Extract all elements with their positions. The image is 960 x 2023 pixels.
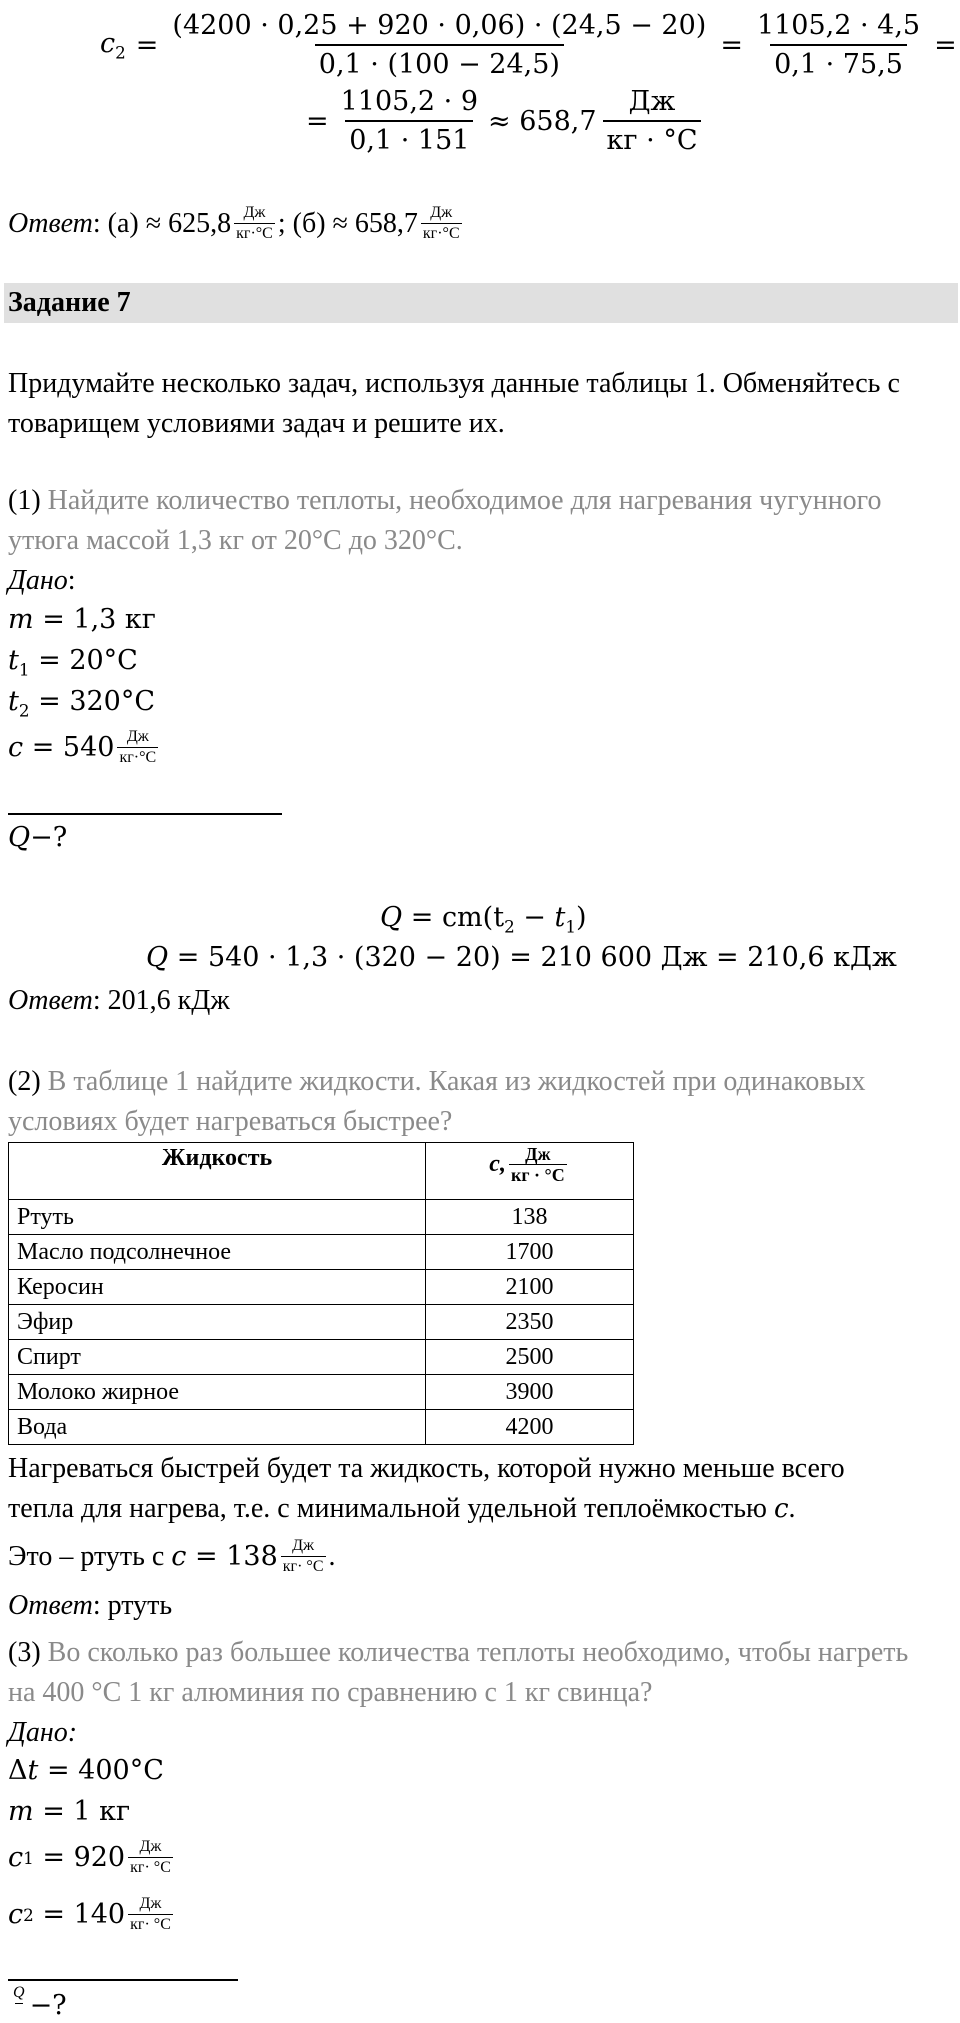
task3-question-line-1: (3) Во сколько раз большее количества теплоты необходимо, чтобы нагреть (8, 1637, 909, 1668)
answer-top: Ответ : (а) ≈ 625,8 $\frac{Дж}{кг\cdot^\circ С}$ ; (б) ≈ 658,7 $\frac{Дж}{кг\cdot^\circ С}$ (8, 204, 460, 242)
task3-given-c1: c 1 = 920 $\frac{Дж}{кг\cdot ^\circ С}$ (8, 1838, 171, 1876)
task3-question-line-2: на 400 °С 1 кг алюминия по сравнению с 1 кг свинца? (8, 1677, 653, 1708)
task1-formula: $Q = cm(t_2 - t_1)$ (380, 902, 587, 937)
intro-line-1: Придумайте несколько задач, используя данные таблицы 1. Обменяйтесь с (8, 368, 900, 399)
task1-given-t2: $t_2 = 320^\circ С$ (8, 686, 156, 721)
task3-c1-unit: $\frac{Дж}{кг\cdot ^\circ С}$ (130, 1838, 171, 1876)
task1-given-label: Дано: (8, 565, 76, 596)
top-calc-line2: = $\frac{1105,2 \cdot 9}{0,1 \cdot 151}$ ≈ 658,7 $\frac{Дж}{кг \cdot ^\circ С}$ (306, 82, 701, 160)
task3-given-c2: c 2 = 140 $\frac{Дж}{кг\cdot ^\circ С}$ (8, 1895, 171, 1933)
intro-line-2: товарищем условиями задач и решите их. (8, 408, 505, 439)
table-header-c: c, $\frac{Дж}{кг \cdot ^\circ С}$ (426, 1143, 634, 1200)
task1-given-t1: $t_1 = 20^\circ С$ (8, 645, 138, 680)
table-row: Молоко жирное 3900 (9, 1375, 634, 1410)
table-header-liquid: Жидкость (9, 1143, 426, 1200)
top-calc-line1: $c_2$ = $\frac{(4200 \cdot 0,25 + 920 \cdot 0,06) \cdot (24,5 - 20)}{0,1 \cdot (100 - 24,5)}$ = $\frac{1105,2 \cdot 4,5}{0,1 \cdot 75,5}$ = (100, 10, 957, 80)
task1-given-m: m = 1,3 кг (8, 604, 156, 635)
table-row: Масло подсолнечное 1700 (9, 1235, 634, 1270)
task1-find: Q−? (8, 822, 68, 853)
task1-calc: Q = 540 · 1,3 · (320 − 20) = 210 600 Дж = 210,6 кДж (146, 942, 897, 973)
task3-find: Q −? (13, 1984, 67, 2021)
task1-given-c: c = 540 $\frac{Дж}{кг\cdot^\circ С}$ (8, 728, 157, 766)
task2-answer: Ответ: ртуть (8, 1590, 173, 1621)
task3-find-fraction: Q (11, 1984, 27, 2023)
table-row: Эфир 2350 (9, 1305, 634, 1340)
table-row: Спирт 2500 (9, 1340, 634, 1375)
section-heading (4, 283, 958, 323)
table-row: Вода 4200 (9, 1410, 634, 1445)
liquids-table (8, 1142, 634, 1445)
answer-unit-b: $\frac{Дж}{кг\cdot^\circ С}$ (422, 204, 460, 242)
task3-given-label: Дано: (8, 1717, 78, 1748)
top-calc-fraction-1: $\frac{(4200 \cdot 0,25 + 920 \cdot 0,06) \cdot (24,5 - 20)}{0,1 \cdot (100 - 24,5)}$ (172, 10, 707, 80)
top-calc-fraction-2: $\frac{1105,2 \cdot 4,5}{0,1 \cdot 75,5}$ (756, 10, 921, 80)
task3-given-dt: Δt = 400°С (8, 1755, 164, 1786)
answer-unit-a: $\frac{Дж}{кг\cdot^\circ С}$ (236, 204, 273, 242)
task3-given-m: m = 1 кг (8, 1796, 131, 1827)
section-heading-text: Задание 7 (8, 287, 131, 318)
top-calc-fraction-3: $\frac{1105,2 \cdot 9}{0,1 \cdot 151}$ (340, 86, 479, 156)
table-row: Керосин 2100 (9, 1270, 634, 1305)
task1-c-unit: $\frac{Дж}{кг\cdot^\circ С}$ (119, 728, 157, 766)
task1-answer: Ответ: 201,6 кДж (8, 985, 230, 1016)
task1-question-line-2: утюга массой 1,3 кг от 20°С до 320°С. (8, 525, 463, 556)
task3-c2-unit: $\frac{Дж}{кг\cdot ^\circ С}$ (130, 1895, 171, 1933)
task1-given-divider (8, 813, 282, 815)
task3-given-divider (8, 1979, 238, 1981)
task2-question-line-2: условиях будет нагреваться быстрее? (8, 1106, 453, 1137)
c2-variable: $c_2$ (100, 27, 126, 63)
top-calc-unit: $\frac{Дж}{кг \cdot ^\circ С}$ (603, 86, 702, 156)
table-header-unit: $\frac{Дж}{кг \cdot ^\circ С}$ (510, 1144, 565, 1185)
task2-question-line-1: (2) В таблице 1 найдите жидкости. Какая из жидкостей при одинаковых (8, 1066, 866, 1097)
table-header-row (9, 1143, 634, 1200)
table-row: Ртуть 138 (9, 1200, 634, 1235)
task2-explanation-line-1: Нагреваться быстрей будет та жидкость, которой нужно меньше всего (8, 1453, 845, 1484)
task2-explanation-line-2: тепла для нагрева, т.е. с минимальной удельной теплоёмкостью c. (8, 1493, 796, 1524)
task2-unit: $\frac{Дж}{кг\cdot ^\circ С}$ (282, 1537, 324, 1575)
task1-question-line-1: (1) Найдите количество теплоты, необходимое для нагревания чугунного (8, 485, 882, 516)
task2-explanation-line-3: Это – ртуть с c = 138 $\frac{Дж}{кг\cdot ^\circ С}$ . (8, 1537, 336, 1575)
